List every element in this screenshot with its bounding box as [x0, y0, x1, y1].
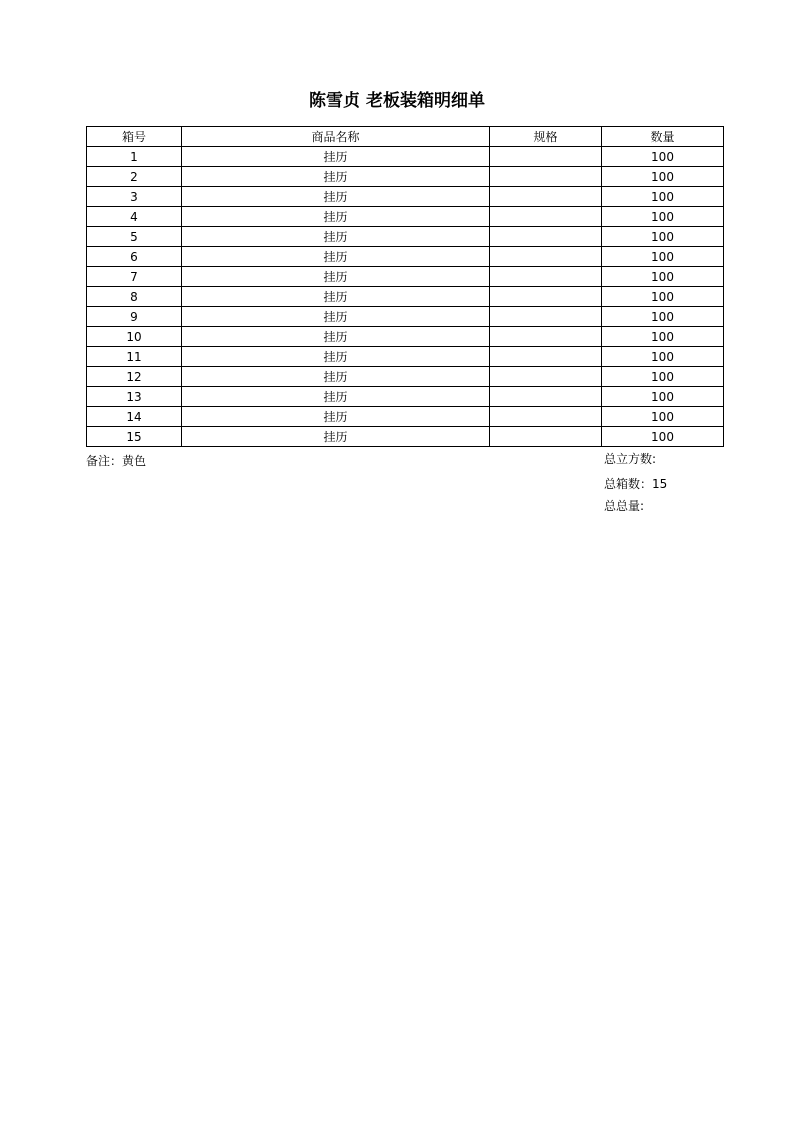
cell-specification: [490, 147, 602, 167]
cell-box-number: 4: [87, 207, 182, 227]
cell-product-name: 挂历: [182, 347, 490, 367]
cell-specification: [490, 367, 602, 387]
table-row: [87, 387, 724, 407]
cell-specification: [490, 287, 602, 307]
cell-product-name: 挂历: [182, 167, 490, 187]
cell-box-number: 14: [87, 407, 182, 427]
packing-list-table: [86, 126, 724, 447]
header-quantity: 数量: [602, 127, 724, 147]
cell-quantity: 100: [602, 227, 724, 247]
cell-box-number: 6: [87, 247, 182, 267]
cell-quantity: 100: [602, 147, 724, 167]
table-row: [87, 187, 724, 207]
cell-product-name: 挂历: [182, 207, 490, 227]
cell-specification: [490, 227, 602, 247]
cell-specification: [490, 247, 602, 267]
cell-specification: [490, 407, 602, 427]
cell-box-number: 3: [87, 187, 182, 207]
cell-specification: [490, 347, 602, 367]
cell-specification: [490, 427, 602, 447]
table-row: [87, 367, 724, 387]
table-row: [87, 307, 724, 327]
cell-specification: [490, 307, 602, 327]
cell-box-number: 7: [87, 267, 182, 287]
table-row: [87, 147, 724, 167]
cell-quantity: 100: [602, 367, 724, 387]
header-box-number: 箱号: [87, 127, 182, 147]
cell-product-name: 挂历: [182, 307, 490, 327]
cell-box-number: 10: [87, 327, 182, 347]
total-boxes: [604, 475, 667, 492]
table-row: [87, 427, 724, 447]
cell-quantity: 100: [602, 287, 724, 307]
table-row: [87, 407, 724, 427]
cell-quantity: 100: [602, 387, 724, 407]
total-weight: [604, 497, 644, 514]
cell-quantity: 100: [602, 407, 724, 427]
table-row: [87, 167, 724, 187]
cell-specification: [490, 327, 602, 347]
cell-quantity: 100: [602, 247, 724, 267]
cell-product-name: 挂历: [182, 407, 490, 427]
cell-quantity: 100: [602, 347, 724, 367]
total-volume-label: 总立方数:: [604, 452, 657, 466]
header-product-name: 商品名称: [182, 127, 490, 147]
total-volume: [604, 450, 656, 467]
cell-box-number: 5: [87, 227, 182, 247]
cell-quantity: 100: [602, 307, 724, 327]
cell-product-name: 挂历: [182, 187, 490, 207]
table-row: [87, 287, 724, 307]
cell-product-name: 挂历: [182, 367, 490, 387]
total-boxes-value: 15: [652, 477, 668, 491]
cell-specification: [490, 267, 602, 287]
header-specification: 规格: [490, 127, 602, 147]
cell-box-number: 9: [87, 307, 182, 327]
table-header-row: [87, 127, 724, 147]
total-weight-label: 总总量:: [604, 499, 645, 513]
cell-box-number: 8: [87, 287, 182, 307]
cell-box-number: 13: [87, 387, 182, 407]
cell-specification: [490, 387, 602, 407]
table-row: [87, 207, 724, 227]
remark-label: 备注：: [86, 454, 123, 468]
table-body: [87, 147, 724, 447]
cell-product-name: 挂历: [182, 267, 490, 287]
cell-product-name: 挂历: [182, 387, 490, 407]
cell-product-name: 挂历: [182, 427, 490, 447]
cell-quantity: 100: [602, 267, 724, 287]
cell-product-name: 挂历: [182, 287, 490, 307]
cell-quantity: 100: [602, 327, 724, 347]
cell-specification: [490, 167, 602, 187]
cell-specification: [490, 187, 602, 207]
table-row: [87, 347, 724, 367]
table-row: [87, 267, 724, 287]
cell-box-number: 12: [87, 367, 182, 387]
table-row: [87, 327, 724, 347]
cell-box-number: 2: [87, 167, 182, 187]
cell-product-name: 挂历: [182, 227, 490, 247]
cell-box-number: 15: [87, 427, 182, 447]
cell-quantity: 100: [602, 427, 724, 447]
cell-quantity: 100: [602, 207, 724, 227]
cell-product-name: 挂历: [182, 147, 490, 167]
table-row: [87, 247, 724, 267]
remark-value: 黄色: [122, 454, 147, 468]
remark: [86, 452, 146, 469]
cell-product-name: 挂历: [182, 327, 490, 347]
document-title: 陈雪贞 老板装箱明细单: [309, 91, 485, 111]
cell-specification: [490, 207, 602, 227]
cell-product-name: 挂历: [182, 247, 490, 267]
cell-quantity: 100: [602, 187, 724, 207]
cell-box-number: 11: [87, 347, 182, 367]
total-boxes-label: 总箱数：: [604, 477, 653, 491]
cell-box-number: 1: [87, 147, 182, 167]
cell-quantity: 100: [602, 167, 724, 187]
table-row: [87, 227, 724, 247]
